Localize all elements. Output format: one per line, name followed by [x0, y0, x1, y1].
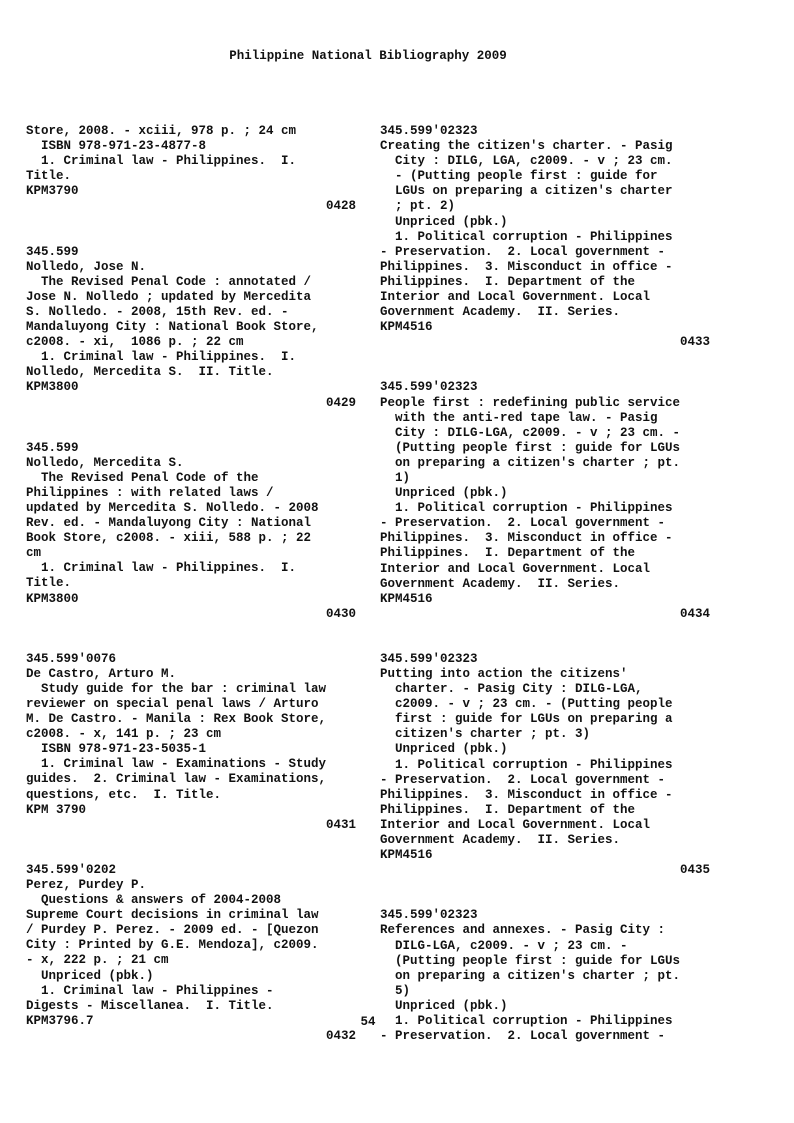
entry-line: updated by Mercedita S. Nolledo. - 2008	[26, 500, 319, 515]
entry-line: The Revised Penal Code : annotated /	[26, 274, 312, 289]
entry-line: - Preservation. 2. Local government -	[380, 1029, 666, 1044]
entry-line: Unpriced (pbk.)	[380, 486, 508, 501]
entry-line: charter. - Pasig City : DILG-LGA,	[380, 682, 643, 697]
entry-line: References and annexes. - Pasig City :	[380, 923, 666, 938]
entry-line: DILG-LGA, c2009. - v ; 23 cm. -	[380, 938, 628, 953]
entry-number: 0429	[325, 395, 356, 410]
entry-number: 0435	[679, 863, 710, 878]
page-header	[0, 48, 736, 64]
entry-line: citizen's charter ; pt. 3)	[380, 727, 591, 742]
entry-line: guides. 2. Criminal law - Examinations,	[26, 772, 327, 787]
entry-line: Mandaluyong City : National Book Store,	[26, 320, 319, 335]
entry-line: Nolledo, Mercedita S. II. Title.	[26, 365, 274, 380]
entry-line: Title.	[26, 576, 72, 591]
entry-line: 5)	[380, 983, 411, 998]
bibliographic-entry	[380, 124, 710, 350]
entry-line: first : guide for LGUs on preparing a	[380, 712, 673, 727]
entry-line: City : DILG, LGA, c2009. - v ; 23 cm.	[380, 154, 673, 169]
entry-line: ISBN 978-971-23-4877-8	[26, 139, 207, 154]
entry-line: on preparing a citizen's charter ; pt.	[380, 968, 681, 983]
entry-line: 1. Criminal law - Philippines. I.	[26, 350, 297, 365]
entry-line: Study guide for the bar : criminal law	[26, 681, 327, 696]
entry-line: Questions & answers of 2004-2008	[26, 893, 282, 908]
bibliographic-entry	[26, 245, 356, 411]
entry-line: Unpriced (pbk.)	[26, 968, 154, 983]
entry-line: Jose N. Nolledo ; updated by Mercedita	[26, 289, 312, 304]
entry-line: Government Academy. II. Series.	[380, 576, 621, 591]
entry-line: 345.599'0076	[26, 651, 117, 666]
entry-line: S. Nolledo. - 2008, 15th Rev. ed. -	[26, 304, 289, 319]
entry-line: (Putting people first : guide for LGUs	[380, 440, 681, 455]
page-footer	[0, 1014, 736, 1030]
entry-line: ISBN 978-971-23-5035-1	[26, 742, 207, 757]
entry-line: c2008. - xi, 1086 p. ; 22 cm	[26, 335, 244, 350]
entry-line: - Preservation. 2. Local government -	[380, 244, 666, 259]
entry-number: 0434	[679, 606, 710, 621]
entry-line: Philippines. 3. Misconduct in office -	[380, 787, 673, 802]
entry-line: - (Putting people first : guide for	[380, 169, 658, 184]
entry-line: Philippines. I. Department of the	[380, 802, 636, 817]
entry-line: De Castro, Arturo M.	[26, 666, 177, 681]
page-number: 54	[360, 1015, 376, 1029]
entry-line: 1. Criminal law - Philippines -	[26, 983, 274, 998]
entry-line: 1. Political corruption - Philippines	[380, 501, 673, 516]
entry-line: Title.	[26, 169, 72, 184]
entry-line: c2009. - v ; 23 cm. - (Putting people	[380, 697, 673, 712]
entry-line: Interior and Local Government. Local	[380, 561, 651, 576]
entry-line: KPM3796.7	[26, 1013, 94, 1028]
entry-line: Unpriced (pbk.)	[380, 214, 508, 229]
entry-line: 1. Criminal law - Philippines. I.	[26, 154, 297, 169]
entry-line: City : DILG-LGA, c2009. - v ; 23 cm. -	[380, 425, 681, 440]
entry-line: Nolledo, Jose N.	[26, 259, 147, 274]
entry-line: Book Store, c2008. - xiii, 588 p. ; 22	[26, 531, 312, 546]
entry-line: Government Academy. II. Series.	[380, 833, 621, 848]
entry-number: 0433	[679, 335, 710, 350]
entry-line: City : Printed by G.E. Mendoza], c2009.	[26, 938, 319, 953]
entry-line: questions, etc. I. Title.	[26, 787, 222, 802]
entry-line: cm	[26, 546, 42, 561]
entry-line: 345.599'02323	[380, 651, 478, 666]
bibliographic-entry	[380, 380, 710, 622]
entry-line: People first : redefining public service	[380, 395, 681, 410]
right-column	[380, 124, 710, 1074]
entry-line: KPM3800	[26, 591, 79, 606]
bibliographic-entry	[26, 652, 356, 833]
entry-line: Perez, Purdey P.	[26, 877, 147, 892]
entry-line: 345.599'0202	[26, 862, 117, 877]
entry-number: 0431	[325, 817, 356, 832]
entry-line: The Revised Penal Code of the	[26, 470, 259, 485]
left-column	[26, 124, 356, 1074]
entry-line: KPM4516	[380, 320, 433, 335]
entry-line: 1. Political corruption - Philippines	[380, 1013, 673, 1028]
entry-line: - Preservation. 2. Local government -	[380, 772, 666, 787]
entry-number: 0432	[325, 1028, 356, 1043]
entry-line: KPM4516	[380, 848, 433, 863]
entry-line: c2008. - x, 141 p. ; 23 cm	[26, 727, 222, 742]
entry-line: 345.599'02323	[380, 908, 478, 923]
entry-line: 345.599'02323	[380, 124, 478, 138]
entry-line: on preparing a citizen's charter ; pt.	[380, 455, 681, 470]
entry-line: 345.599'02323	[380, 380, 478, 395]
entry-line: KPM4516	[380, 591, 433, 606]
entry-line: ; pt. 2)	[380, 199, 456, 214]
entry-line: Rev. ed. - Mandaluyong City : National	[26, 516, 312, 531]
entry-line: KPM3790	[26, 184, 79, 199]
entry-line: Philippines. 3. Misconduct in office -	[380, 531, 673, 546]
entry-line: Digests - Miscellanea. I. Title.	[26, 998, 274, 1013]
entry-line: KPM 3790	[26, 802, 87, 817]
entry-line: M. De Castro. - Manila : Rex Book Store,	[26, 712, 327, 727]
entry-line: LGUs on preparing a citizen's charter	[380, 184, 673, 199]
entry-line: 345.599	[26, 244, 79, 259]
entry-line: Interior and Local Government. Local	[380, 290, 651, 305]
entry-line: Nolledo, Mercedita S.	[26, 455, 184, 470]
entry-line: 1. Political corruption - Philippines	[380, 757, 673, 772]
entry-line: / Purdey P. Perez. - 2009 ed. - [Quezon	[26, 923, 319, 938]
entry-line: 1. Political corruption - Philippines	[380, 229, 673, 244]
running-title: Philippine National Bibliography 2009	[229, 49, 507, 63]
entry-line: Government Academy. II. Series.	[380, 305, 621, 320]
entry-line: with the anti-red tape law. - Pasig	[380, 410, 658, 425]
entry-line: (Putting people first : guide for LGUs	[380, 953, 681, 968]
entry-line: 1. Criminal law - Philippines. I.	[26, 561, 297, 576]
entry-line: - x, 222 p. ; 21 cm	[26, 953, 169, 968]
entry-line: Putting into action the citizens'	[380, 667, 628, 681]
entry-line: 345.599	[26, 440, 79, 455]
entry-line: reviewer on special penal laws / Arturo	[26, 697, 319, 711]
entry-line: Philippines. I. Department of the	[380, 274, 636, 289]
entry-line: - Preservation. 2. Local government -	[380, 516, 666, 531]
entry-line: Unpriced (pbk.)	[380, 998, 508, 1013]
entry-line: Philippines : with related laws /	[26, 485, 274, 500]
bibliographic-entry	[26, 441, 356, 622]
entry-line: Philippines. 3. Misconduct in office -	[380, 259, 673, 274]
entry-number: 0428	[325, 199, 356, 214]
entry-line: Unpriced (pbk.)	[380, 742, 508, 757]
bibliographic-entry	[26, 124, 356, 215]
entry-line: Store, 2008. - xciii, 978 p. ; 24 cm	[26, 124, 297, 138]
entry-line: 1)	[380, 470, 411, 485]
entry-line: Interior and Local Government. Local	[380, 817, 651, 832]
entry-line: Supreme Court decisions in criminal law	[26, 908, 319, 923]
entry-line: KPM3800	[26, 380, 79, 395]
entry-number: 0430	[325, 606, 356, 621]
entry-line: Philippines. I. Department of the	[380, 546, 636, 561]
entry-line: 1. Criminal law - Examinations - Study	[26, 757, 327, 772]
entry-line: Creating the citizen's charter. - Pasig	[380, 139, 673, 154]
bibliographic-entry	[380, 652, 710, 878]
